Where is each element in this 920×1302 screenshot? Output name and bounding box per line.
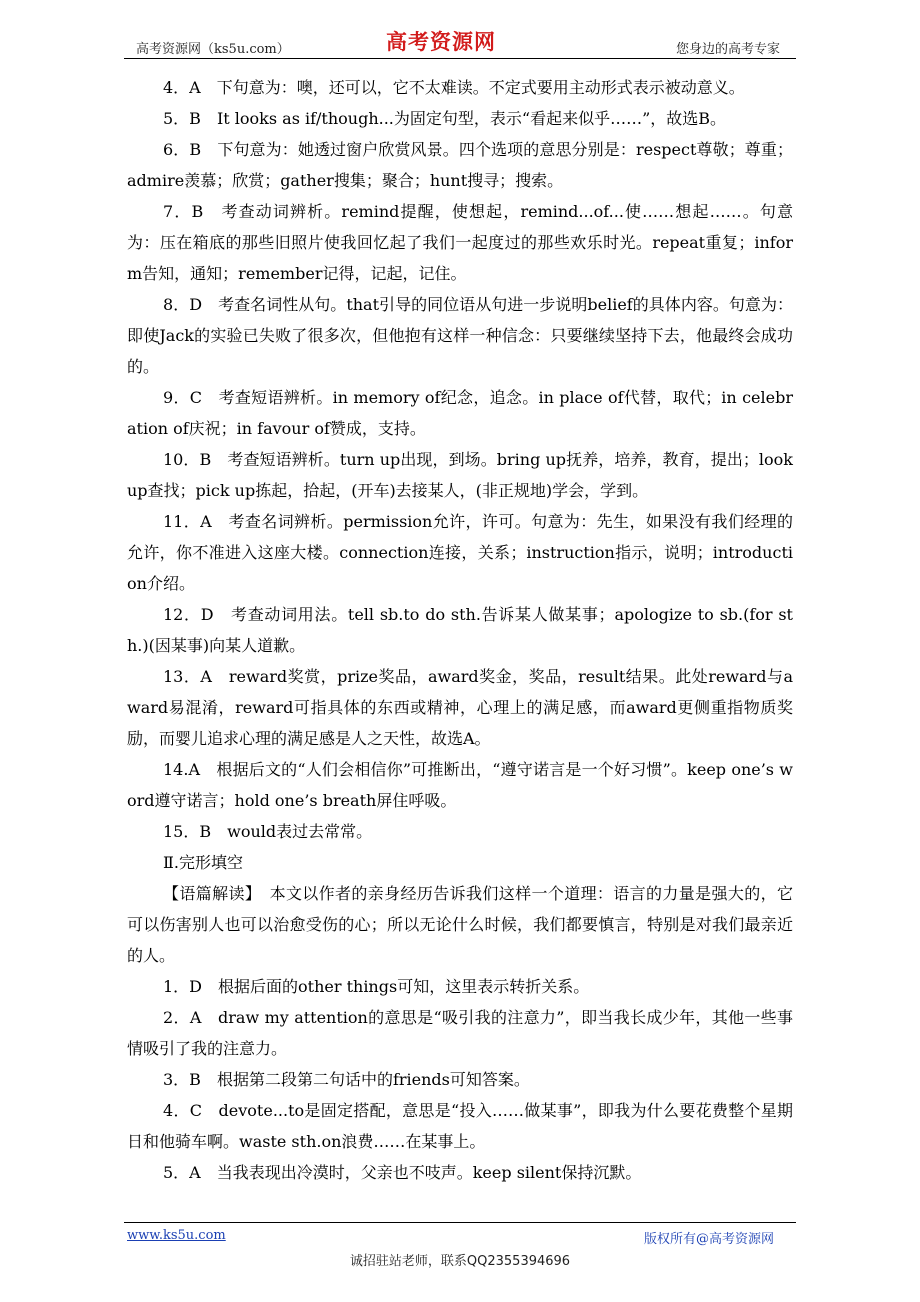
- answer-15: 15．B would表过去常常。: [163, 822, 373, 841]
- answer-9: 9．C 考查短语辨析。in memory of纪念，追念。in place of代替，取代；in celebration of庆祝；in favour of赞成，支持。: [127, 388, 793, 438]
- section-title-cloze: Ⅱ.完形填空: [163, 853, 243, 872]
- answer-5: 5．B It looks as if/though...为固定句型，表示“看起来似乎……”，故选B。: [163, 109, 727, 128]
- passage-summary: 【语篇解读】 本文以作者的亲身经历告诉我们这样一个道理：语言的力量是强大的，它可以伤害别人也可以治愈受伤的心；所以无论什么时候，我们都要慎言，特别是对我们最亲近的人。: [127, 884, 793, 965]
- answer-11: 11．A 考查名词辨析。permission允许，许可。句意为：先生，如果没有我们经理的允许，你不准进入这座大楼。connection连接，关系；instruction指示，说明；introduction介绍。: [127, 512, 793, 593]
- cloze-answer-1: 1．D 根据后面的other things可知，这里表示转折关系。: [163, 977, 590, 996]
- footer-site-link[interactable]: www.ks5u.com: [127, 1228, 226, 1243]
- answer-14: 14.A 根据后文的“人们会相信你”可推断出，“遵守诺言是一个好习惯”。keep one’s word遵守诺言；hold one’s breath屏住呼吸。: [127, 760, 793, 810]
- header-slogan: 您身边的高考专家: [675, 42, 780, 57]
- cloze-answer-2: 2．A draw my attention的意思是“吸引我的注意力”，即当我长成少年，其他一些事情吸引了我的注意力。: [127, 1008, 793, 1058]
- answer-8: 8．D 考查名词性从句。that引导的同位语从句进一步说明belief的具体内容。句意为：即使Jack的实验已失败了很多次，但他抱有这样一种信念：只要继续坚持下去，他最终会成功的。: [127, 295, 793, 376]
- answer-content: [127, 72, 793, 1188]
- answer-12: 12．D 考查动词用法。tell sb.to do sth.告诉某人做某事；apologize to sb.(for sth.)(因某事)向某人道歉。: [127, 605, 793, 655]
- answer-6: 6．B 下句意为：她透过窗户欣赏风景。四个选项的意思分别是：respect尊敬；尊重；admire羡慕；欣赏；gather搜集；聚合；hunt搜寻；搜索。: [127, 140, 793, 190]
- header-site-name: 高考资源网（ks5u.com）: [136, 42, 290, 57]
- cloze-answer-3: 3．B 根据第二段第二句话中的friends可知答案。: [163, 1070, 530, 1089]
- footer-recruit-note: 诚招驻站老师，联系QQ2355394696: [349, 1254, 571, 1269]
- header-divider: [124, 58, 796, 59]
- cloze-answer-4: 4．C devote...to是固定搭配，意思是“投入……做某事”，即我为什么要花费整个星期日和他骑车啊。waste sth.on浪费……在某事上。: [127, 1101, 793, 1151]
- footer-copyright: 版权所有@高考资源网: [643, 1232, 774, 1247]
- answer-10: 10．B 考查短语辨析。turn up出现，到场。bring up抚养，培养，教育，提出；look up查找；pick up拣起，拾起，(开车)去接某人，(非正规地)学会，学到。: [127, 450, 793, 500]
- answer-13: 13．A reward奖赏，prize奖品，award奖金，奖品，result结果。此处reward与award易混淆，reward可指具体的东西或精神，心理上的满足感，而award更侧重指物质奖励，而婴儿追求心理的满足感是人之天性，故选A。: [127, 667, 793, 748]
- answer-4: 4．A 下句意为：噢，还可以，它不太难读。不定式要用主动形式表示被动意义。: [163, 78, 745, 97]
- page-header: [124, 24, 794, 60]
- footer-divider: [124, 1222, 796, 1223]
- answer-7: 7．B 考查动词辨析。remind提醒，使想起，remind...of...使……想起……。句意为：压在箱底的那些旧照片使我回忆起了我们一起度过的那些欢乐时光。repeat重复；inform告知，通知；remember记得，记起，记住。: [127, 202, 793, 283]
- cloze-answer-5: 5．A 当我表现出冷漠时，父亲也不吱声。keep silent保持沉默。: [163, 1163, 642, 1182]
- header-logo: 高考资源网: [386, 29, 496, 54]
